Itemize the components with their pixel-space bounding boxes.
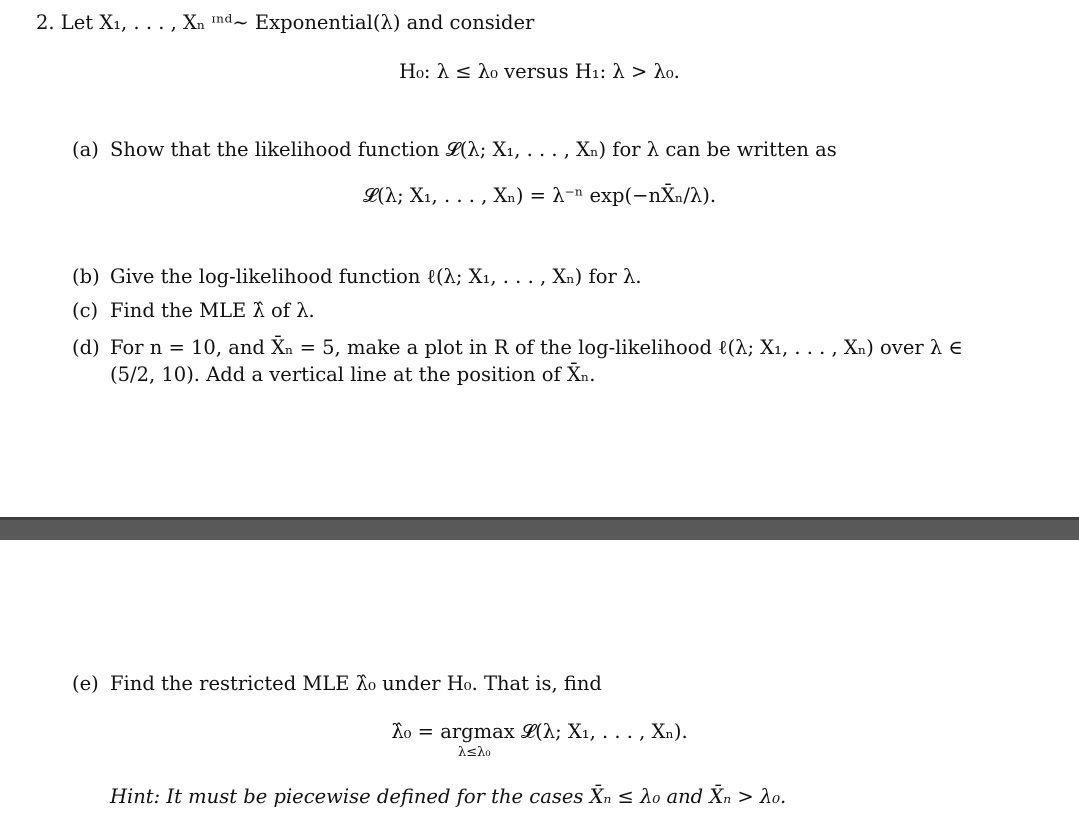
hypotheses-equation: H₀: λ ≤ λ₀ versus H₁: λ > λ₀. xyxy=(399,60,680,83)
part-d-label: (d) xyxy=(72,336,100,359)
part-b xyxy=(72,267,642,287)
part-b-text: Give the log-likelihood function ℓ(λ; X₁, . . . , Xₙ) for λ. xyxy=(110,265,642,288)
hint-text: Hint: It must be piecewise defined for the cases X̄ₙ ≤ λ₀ and X̄ₙ > λ₀. xyxy=(110,785,787,808)
part-d-text: For n = 10, and X̄ₙ = 5, make a plot in R of the log-likelihood ℓ(λ; X₁, . . . , Xₙ) over λ ∈ xyxy=(110,336,963,359)
part-c-text: Find the MLE λ̂ of λ. xyxy=(110,299,315,322)
part-c-label: (c) xyxy=(72,299,99,322)
part-e xyxy=(72,674,602,694)
page-separator xyxy=(0,517,1079,540)
part-d-line1 xyxy=(72,338,963,358)
part-a-label: (a) xyxy=(72,138,99,161)
part-b-label: (b) xyxy=(72,265,100,288)
part-d-line2: (5/2, 10). Add a vertical line at the position of X̄ₙ. xyxy=(110,363,596,386)
part-c xyxy=(72,301,315,321)
part-a xyxy=(72,140,837,160)
part-a-text: Show that the likelihood function 𝓛(λ; X₁, . . . , Xₙ) for λ can be written as xyxy=(110,138,837,161)
part-e-text: Find the restricted MLE λ̂₀ under H₀. That is, find xyxy=(110,672,602,695)
problem-intro: 2. Let X₁, . . . , Xₙ ᶦⁿᵈ∼ Exponential(λ) and consider xyxy=(36,11,535,34)
likelihood-equation: 𝓛(λ; X₁, . . . , Xₙ) = λ⁻ⁿ exp(−nX̄ₙ/λ). xyxy=(362,184,717,207)
argmax-subscript: λ≤λ₀ xyxy=(458,745,491,760)
part-e-label: (e) xyxy=(72,672,99,695)
restricted-mle-equation: λ̂₀ = argmax 𝓛(λ; X₁, . . . , Xₙ). xyxy=(391,720,688,743)
